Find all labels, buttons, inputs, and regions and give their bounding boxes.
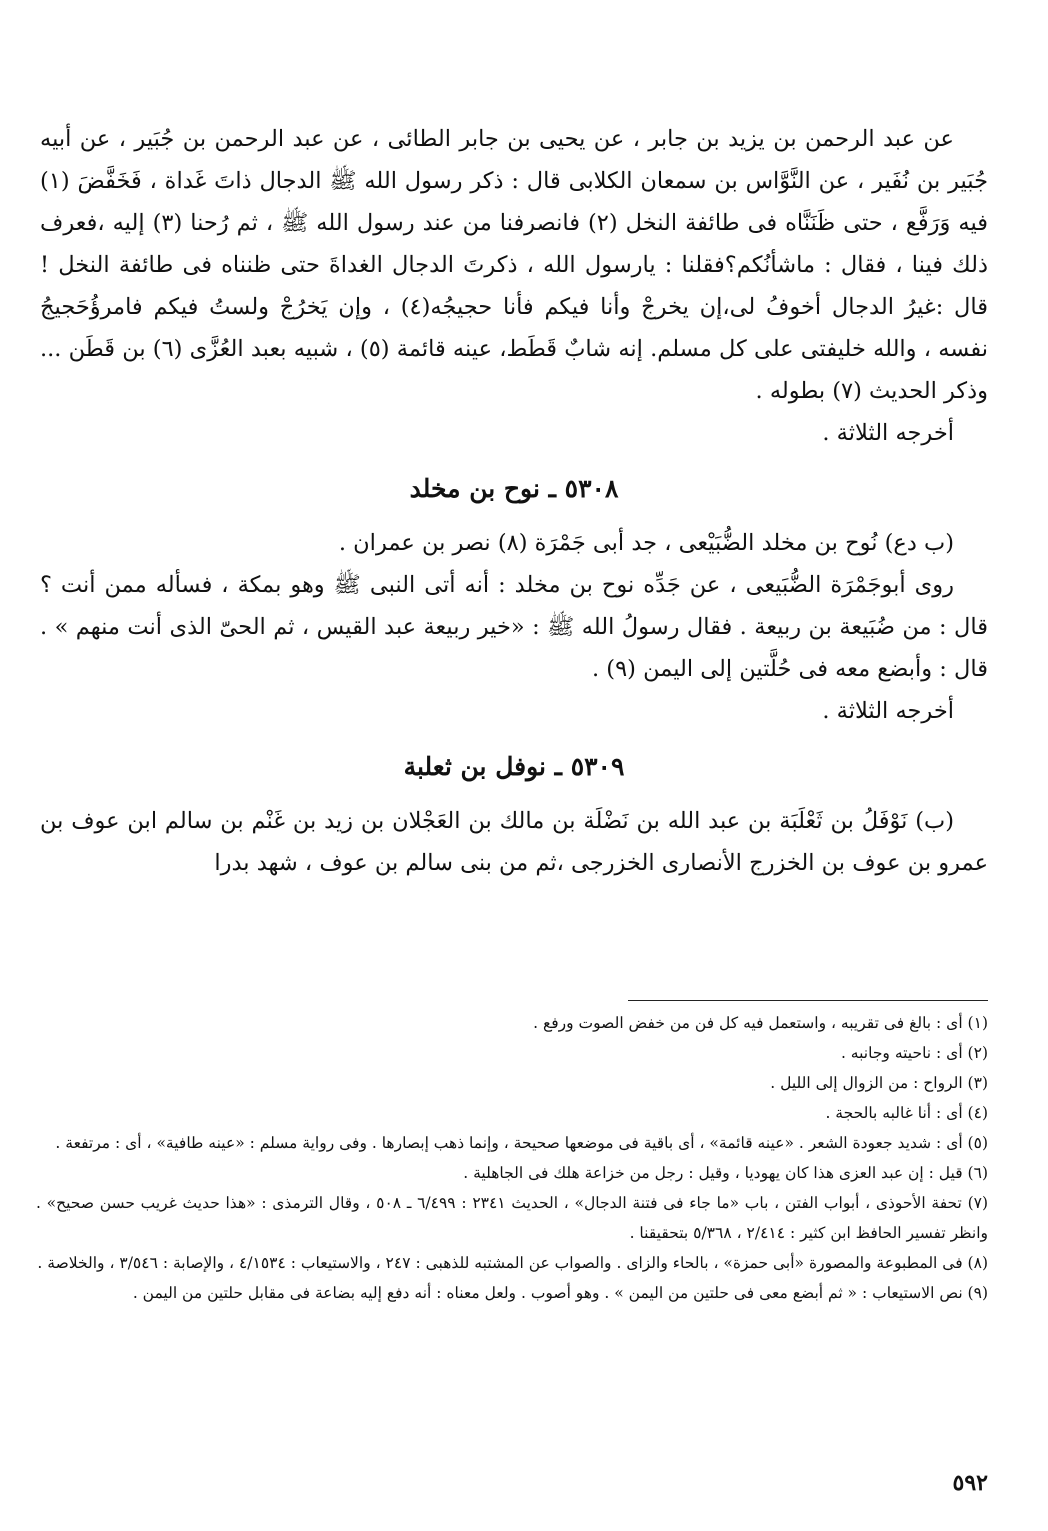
footnote: (٦) قيل : إن عبد العزى هذا كان يهوديا ، وقيل : رجل من خزاعة هلك فى الجاهلية .	[463, 1164, 988, 1182]
entry-5308-body: روى أبوجَمْرَة الضُّبَيعى ، عن جَدِّه نوح بن مخلد : أنه أتى النبى ﷺ وهو بمكة ، فسأله ممن أنت ؟ قال : من ضُبَيعة بن ربيعة . فقال رسولُ الله ﷺ : «خير ربيعة عبد القيس ، ثم الحىّ الذى أنت منهم » . قال : وأبضع معه فى حُلَّتين إلى اليمن (٩) .	[40, 572, 988, 682]
entry-5308-takhrij: أخرجه الثلاثة .	[822, 698, 954, 724]
entry-heading-5309: ٥٣٠٩ ـ نوفل بن ثعلبة	[403, 752, 625, 781]
page-number: ٥٩٢	[952, 1470, 988, 1496]
entry-5309-intro: (ب) نَوْفَلُ بن ثَعْلَبَة بن عبد الله بن نَضْلَة بن مالك بن العَجْلان بن زيد بن غَنْم بن سالم ابن عوف بن عمرو بن عوف بن الخزرج الأنصارى الخزرجى ،ثم من بنى سالم بن عوف ، شهد بدرا	[40, 808, 988, 876]
hadith-paragraph: عن عبد الرحمن بن يزيد بن جابر ، عن يحيى بن جابر الطائى ، عن عبد الرحمن بن جُبَير ، عن أبيه جُبَير بن نُفَير ، عن النَّوَّاس بن سمعان الكلابى قال : ذكر رسول الله ﷺ الدجال ذاتَ غَداة ، فَخَفَّضَ (١) فيه وَرَفَّع ، حتى ظَنَنَّاه فى طائفة النخل (٢) فانصرفنا من عند رسول الله ﷺ ، ثم رُحنا (٣) إليه ،فعرف ذلك فينا ، فقال : ماشأنُكم؟فقلنا : يارسول الله ، ذكرتَ الدجال الغداةَ حتى ظنناه فى طائفة النخل ! قال :غيرُ الدجال أخوفُ لى،إن يخرجْ وأنا فيكم فأنا حجيجُه(٤) ، وإن يَخرُجْ ولستُ فيكم فامرؤُحَجيجُ نفسه ، والله خليفتى على كل مسلم. إنه شابٌ قَطَط، عينه قائمة (٥) ، شبيه بعبد العُزَّى (٦) بن قَطَن ... وذكر الحديث (٧) بطوله .	[40, 126, 988, 404]
footnote: (٩) نص الاستيعاب : « ثم أبضع معى فى حلتين من اليمن » . وهو أصوب . ولعل معناه : أنه دفع إليه بضاعة فى مقابل حلتين من اليمن .	[132, 1284, 988, 1302]
footnote-divider	[628, 1000, 988, 1001]
footnote: (٨) فى المطبوعة والمصورة «أبى حمزة» ، بالحاء والزاى . والصواب عن المشتبه للذهبى : ٢٤٧ ، والاستيعاب : ٤/١٥٣٤ ، والإصابة : ٣/٥٤٦ ، والخلاصة .	[37, 1254, 988, 1272]
footnote: (٢) أى : ناحيته وجانبه .	[840, 1044, 988, 1062]
footnote: (١) أى : بالغ فى تقريبه ، واستعمل فيه كل فن من خفض الصوت ورفع .	[533, 1014, 988, 1032]
main-text	[40, 118, 988, 884]
entry-5308-intro: (ب دع) نُوح بن مخلد الضُّبَيْعى ، جد أبى جَمْرَة (٨) نصر بن عمران .	[338, 530, 954, 556]
footnote: (٥) أى : شديد جعودة الشعر . «عينه قائمة» ، أى باقية فى موضعها صحيحة ، وإنما ذهب إبصارها . وفى رواية مسلم : «عينه طافية» ، أى : مرتفعة .	[55, 1134, 988, 1152]
footnote: (٤) أى : أنا غالبه بالحجة .	[825, 1104, 988, 1122]
footnotes	[36, 1008, 988, 1308]
footnote: (٣) الرواح : من الزوال إلى الليل .	[770, 1074, 988, 1092]
entry-heading-5308: ٥٣٠٨ ـ نوح بن مخلد	[409, 474, 619, 503]
takhrij-line: أخرجه الثلاثة .	[822, 420, 954, 446]
footnote: (٧) تحفة الأحوذى ، أبواب الفتن ، باب «ما جاء فى فتنة الدجال» ، الحديث ٢٣٤١ : ٦/٤٩٩ ـ ٥٠٨ ، وقال الترمذى : «هذا حديث غريب حسن صحيح» . وانظر تفسير الحافظ ابن كثير : ٢/٤١٤ ، ٥/٣٦٨ بتحقيقنا .	[36, 1194, 989, 1242]
